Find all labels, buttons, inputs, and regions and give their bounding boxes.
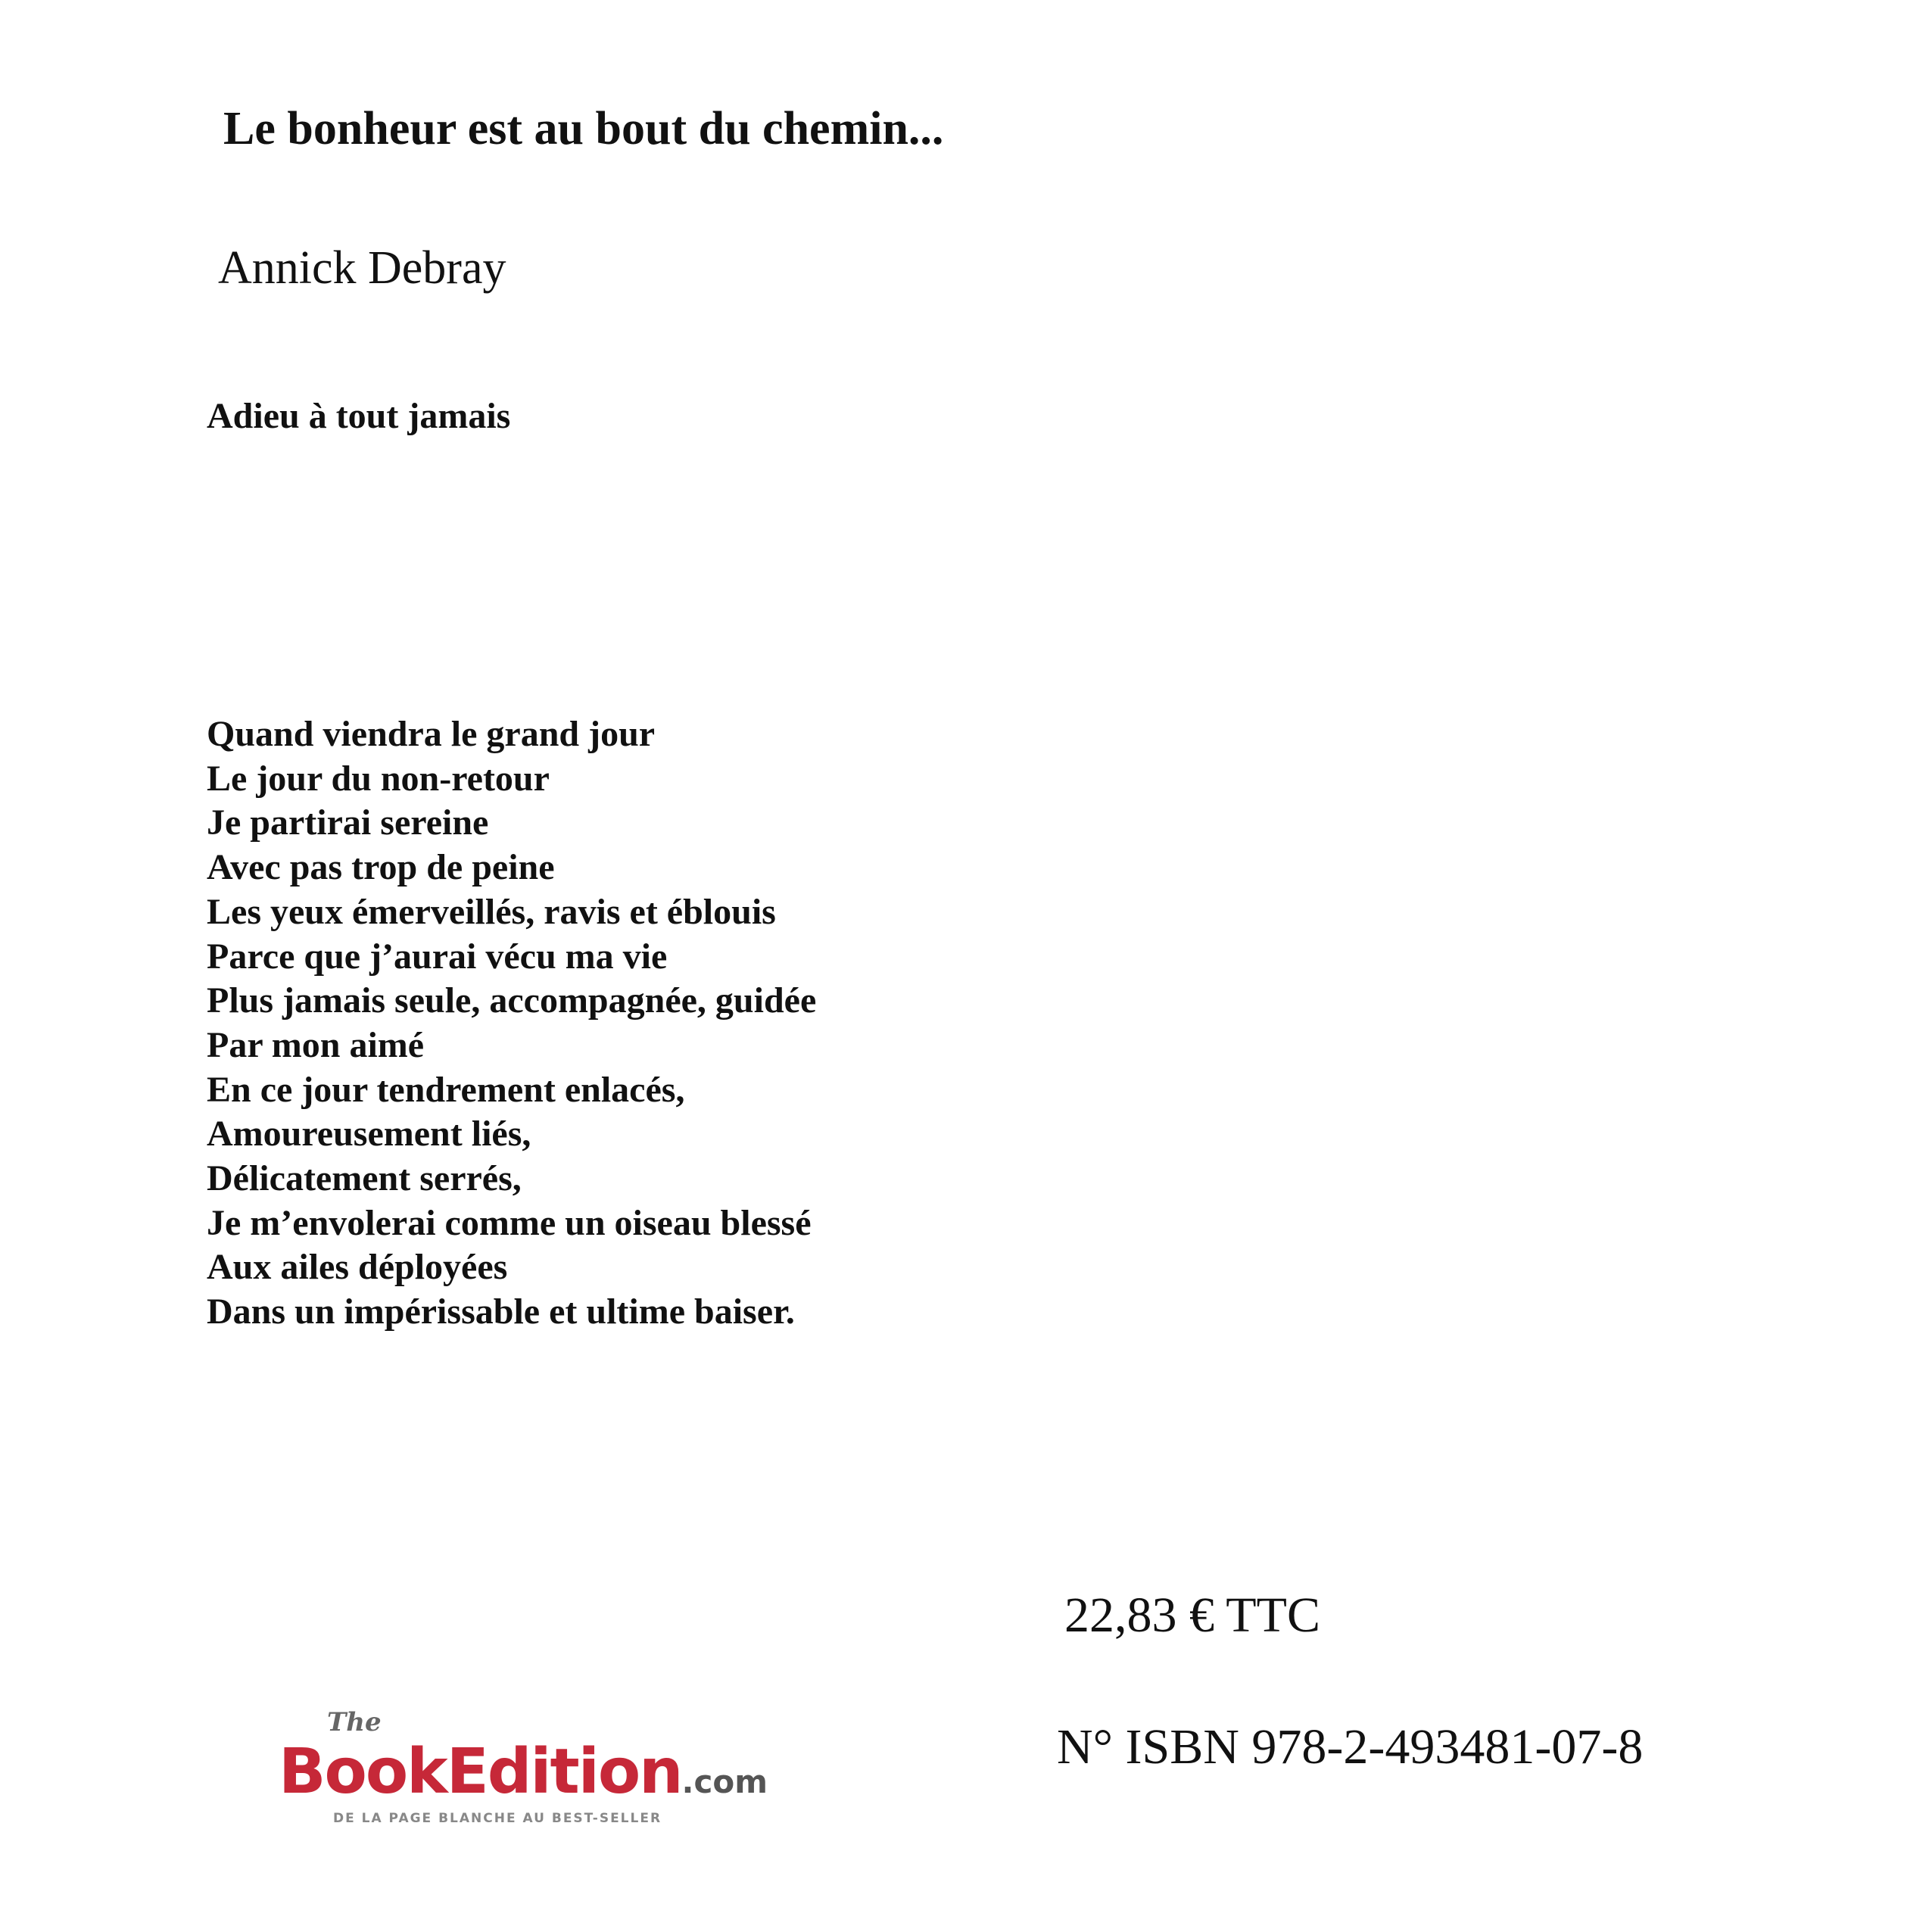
price: 22,83 € TTC — [1064, 1588, 1320, 1643]
poem-line: En ce jour tendrement enlacés, — [207, 1069, 685, 1110]
poem-body — [207, 712, 816, 1335]
poem-line: Je partirai sereine — [207, 802, 489, 843]
logo-main-text — [279, 1736, 768, 1818]
logo-brand-name: BookEdition — [279, 1736, 682, 1808]
poem-line: Les yeux émerveillés, ravis et éblouis — [207, 891, 776, 932]
poem-line: Aux ailes déployées — [207, 1247, 508, 1288]
poem-line: Plus jamais seule, accompagnée, guidée — [207, 980, 817, 1021]
poem-line: Avec pas trop de peine — [207, 847, 555, 888]
logo-domain-suffix: .com — [681, 1763, 768, 1800]
poem-line: Par mon aimé — [207, 1024, 425, 1065]
isbn-number: N° ISBN 978-2-493481-07-8 — [1057, 1719, 1644, 1775]
poem-line: Je m’envolerai comme un oiseau blessé — [207, 1202, 812, 1243]
poem-line: Le jour du non-retour — [207, 758, 550, 799]
poem-line: Délicatement serrés, — [207, 1158, 522, 1199]
book-title: Le bonheur est au bout du chemin... — [223, 103, 944, 154]
poem-line: Dans un impérissable et ultime baiser. — [207, 1292, 795, 1332]
poem-line: Amoureusement liés, — [207, 1114, 531, 1155]
poem-line: Quand viendra le grand jour — [207, 714, 656, 754]
author-name: Annick Debray — [218, 242, 506, 294]
logo-tagline: DE LA PAGE BLANCHE AU BEST-SELLER — [333, 1811, 662, 1826]
poem-line: Parce que j’aurai vécu ma vie — [207, 936, 668, 977]
poem-title: Adieu à tout jamais — [207, 396, 511, 436]
publisher-logo — [273, 1707, 768, 1843]
logo-small-text: The — [327, 1707, 382, 1737]
